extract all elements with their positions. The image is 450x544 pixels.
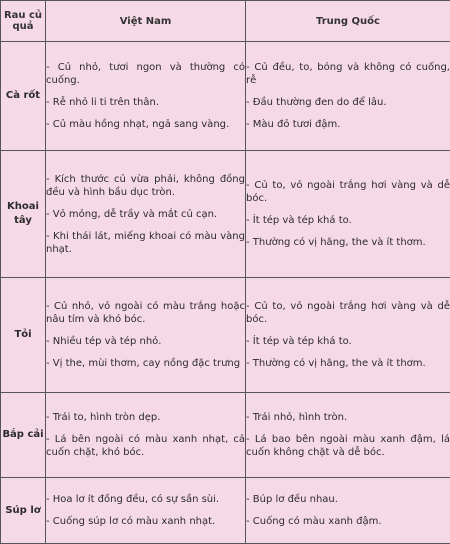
description-item: - Vị the, mùi thơm, cay nồng đặc trưng (46, 357, 245, 370)
description-item: - Búp lơ đều nhau. (246, 493, 450, 506)
description-item: - Khi thái lát, miếng khoai có màu vàng nhạt. (46, 230, 245, 256)
description-item: - Thường có vị hăng, the và ít thơm. (246, 236, 450, 249)
description-item: - Củ đều, to, bóng và không có cuống, rễ (246, 61, 450, 87)
produce-name: Súp lơ (1, 478, 46, 544)
description-item: - Ít tép và tép khá to. (246, 335, 450, 348)
description-item: - Lá bao bên ngoài màu xanh đậm, lá cuốn không chặt và dễ bóc. (246, 433, 450, 459)
vietnam-cell (46, 151, 246, 278)
china-cell (246, 478, 450, 544)
description-item: - Hoa lơ ít đồng đều, có sự sần sùi. (46, 493, 245, 506)
description-item: - Thường có vị hăng, the và ít thơm. (246, 357, 450, 370)
header-vietnam: Việt Nam (46, 1, 246, 42)
produce-name: Cà rốt (1, 42, 46, 151)
description-item: - Kích thước củ vừa phải, không đồng đều và hình bầu dục tròn. (46, 173, 245, 199)
table-row (1, 42, 450, 151)
description-item: - Ít tép và tép khá to. (246, 214, 450, 227)
description-item: - Rễ nhỏ li ti trên thân. (46, 96, 245, 109)
vietnam-cell (46, 478, 246, 544)
table-row (1, 393, 450, 478)
produce-name: Tỏi (1, 278, 46, 393)
header-row (1, 1, 450, 42)
description-item: - Củ to, vỏ ngoài trắng hơi vàng và dễ bóc. (246, 179, 450, 205)
produce-name: Khoai tây (1, 151, 46, 278)
description-item: - Đầu thường đen do để lâu. (246, 96, 450, 109)
description-item: - Cuống súp lơ có màu xanh nhạt. (46, 515, 245, 528)
header-china: Trung Quốc (246, 1, 450, 42)
description-item: - Vỏ mỏng, dễ trầy và mắt củ cạn. (46, 208, 245, 221)
header-produce: Rau củ quả (1, 1, 46, 42)
produce-name: Bắp cải (1, 393, 46, 478)
vietnam-cell (46, 42, 246, 151)
vietnam-cell (46, 393, 246, 478)
china-cell (246, 393, 450, 478)
description-item: - Trái nhỏ, hình tròn. (246, 411, 450, 424)
description-item: - Lá bên ngoài có màu xanh nhạt, cả cuốn chặt, khó bóc. (46, 433, 245, 459)
description-item: - Cuống có màu xanh đậm. (246, 515, 450, 528)
table-row (1, 278, 450, 393)
description-item: - Trái to, hình tròn dẹp. (46, 411, 245, 424)
china-cell (246, 278, 450, 393)
table-row (1, 478, 450, 544)
description-item: - Củ to, vỏ ngoài trắng hơi vàng và dễ bóc. (246, 300, 450, 326)
china-cell (246, 42, 450, 151)
table-row (1, 151, 450, 278)
description-item: - Củ nhỏ, vỏ ngoài có màu trắng hoặc nâu tím và khó bóc. (46, 300, 245, 326)
description-item: - Nhiều tép và tép nhỏ. (46, 335, 245, 348)
vietnam-cell (46, 278, 246, 393)
description-item: - Màu đỏ tươi đậm. (246, 118, 450, 131)
description-item: - Củ nhỏ, tươi ngon và thường có cuống. (46, 61, 245, 87)
description-item: - Củ màu hồng nhạt, ngả sang vàng. (46, 118, 245, 131)
china-cell (246, 151, 450, 278)
